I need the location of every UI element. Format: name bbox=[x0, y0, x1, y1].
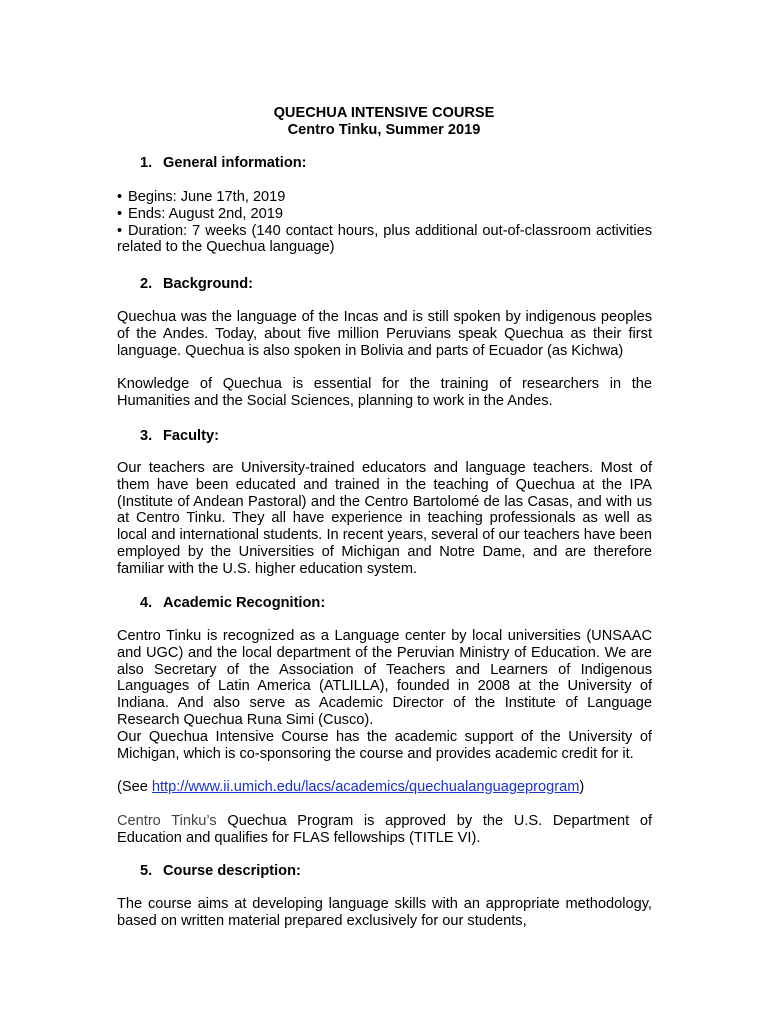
section-title: Course description: bbox=[163, 863, 301, 879]
section-number: 4. bbox=[140, 595, 153, 611]
see-prefix: (See bbox=[117, 779, 152, 795]
recognition-paragraph-3-text: Quechua Program is approved by the U.S. Department of Education and qualifies for FLAS fellowships (TITLE VI). bbox=[117, 813, 652, 846]
section-background-heading bbox=[117, 276, 675, 293]
title-block bbox=[0, 105, 768, 139]
section-number: 2. bbox=[140, 276, 153, 292]
recognition-paragraph-1: Centro Tinku is recognized as a Language center by local universities (UNSAAC and UGC) and the local department of the Peruvian Ministry of Education. We are also Secretary of the Association of Teachers and Learners of Indigenous Languages of Latin America (ATLILLA), founded in 2008 at the University of Indiana. And also serve as Academic Director of the Institute of Language Research Quechua Runa Simi (Cusco). bbox=[117, 628, 652, 728]
background-paragraph-1: Quechua was the language of the Incas and is still spoken by indigenous peoples of the Andes. Today, about five million Peruvians speak Quechua as their first language. Quechua is also spoken in Bolivia and parts of Ecuador (as Kichwa) bbox=[117, 309, 652, 359]
bullet-icon: • bbox=[117, 205, 123, 222]
section-number: 3. bbox=[140, 428, 153, 444]
bullet-text: Ends: August 2nd, 2019 bbox=[128, 205, 283, 222]
see-suffix: ) bbox=[579, 779, 585, 795]
section-faculty-heading bbox=[117, 428, 675, 445]
section-recognition-heading bbox=[117, 595, 675, 612]
bullet-begins bbox=[117, 189, 652, 206]
section-course-heading bbox=[117, 863, 675, 880]
centro-tinku-name: Centro Tinku’s bbox=[117, 813, 217, 829]
bullet-duration bbox=[117, 223, 652, 257]
bullet-icon: • bbox=[117, 222, 123, 239]
recognition-paragraph-2: Our Quechua Intensive Course has the academic support of the University of Michigan, which is co-sponsoring the course and provides academic credit for it. bbox=[117, 729, 652, 762]
section-general-heading bbox=[117, 155, 675, 172]
course-paragraph: The course aims at developing language skills with an appropriate methodology, based on written material prepared exclusively for our students, bbox=[117, 896, 652, 929]
bullet-text: Begins: June 17th, 2019 bbox=[128, 189, 286, 205]
section-title: General information: bbox=[163, 155, 307, 171]
bullet-icon: • bbox=[117, 189, 123, 205]
section-title: Faculty: bbox=[163, 428, 219, 444]
faculty-paragraph: Our teachers are University-trained educators and language teachers. Most of them have been educated and trained in the teaching of Quechua at the IPA (Institute of Andean Pastoral) and the Centro Bartolomé de las Casas, and with us at Centro Tinku. They all have experience in teaching professionals as well as local and international students. In recent years, several of our teachers have been employed by the Universities of Michigan and Notre Dame, and are therefore familiar with the U.S. higher education system. bbox=[117, 460, 652, 577]
bullet-text: Duration: 7 weeks (140 contact hours, plus additional out-of-classroom activities related to the Quechua language) bbox=[117, 222, 652, 256]
document-title: QUECHUA INTENSIVE COURSE bbox=[273, 105, 495, 121]
section-title: Background: bbox=[163, 276, 253, 292]
recognition-paragraph-3 bbox=[117, 813, 652, 847]
document-subtitle: Centro Tinku, Summer 2019 bbox=[287, 122, 481, 138]
section-number: 1. bbox=[140, 155, 153, 171]
bullet-ends bbox=[117, 206, 652, 223]
section-title: Academic Recognition: bbox=[163, 595, 326, 611]
section-number: 5. bbox=[140, 863, 153, 879]
general-bullets bbox=[117, 189, 652, 256]
umich-program-link[interactable]: http://www.ii.umich.edu/lacs/academics/quechualanguageprogram bbox=[151, 779, 580, 795]
background-paragraph-2: Knowledge of Quechua is essential for the training of researchers in the Humanities and the Social Sciences, planning to work in the Andes. bbox=[117, 376, 652, 409]
see-link-line bbox=[117, 779, 652, 796]
